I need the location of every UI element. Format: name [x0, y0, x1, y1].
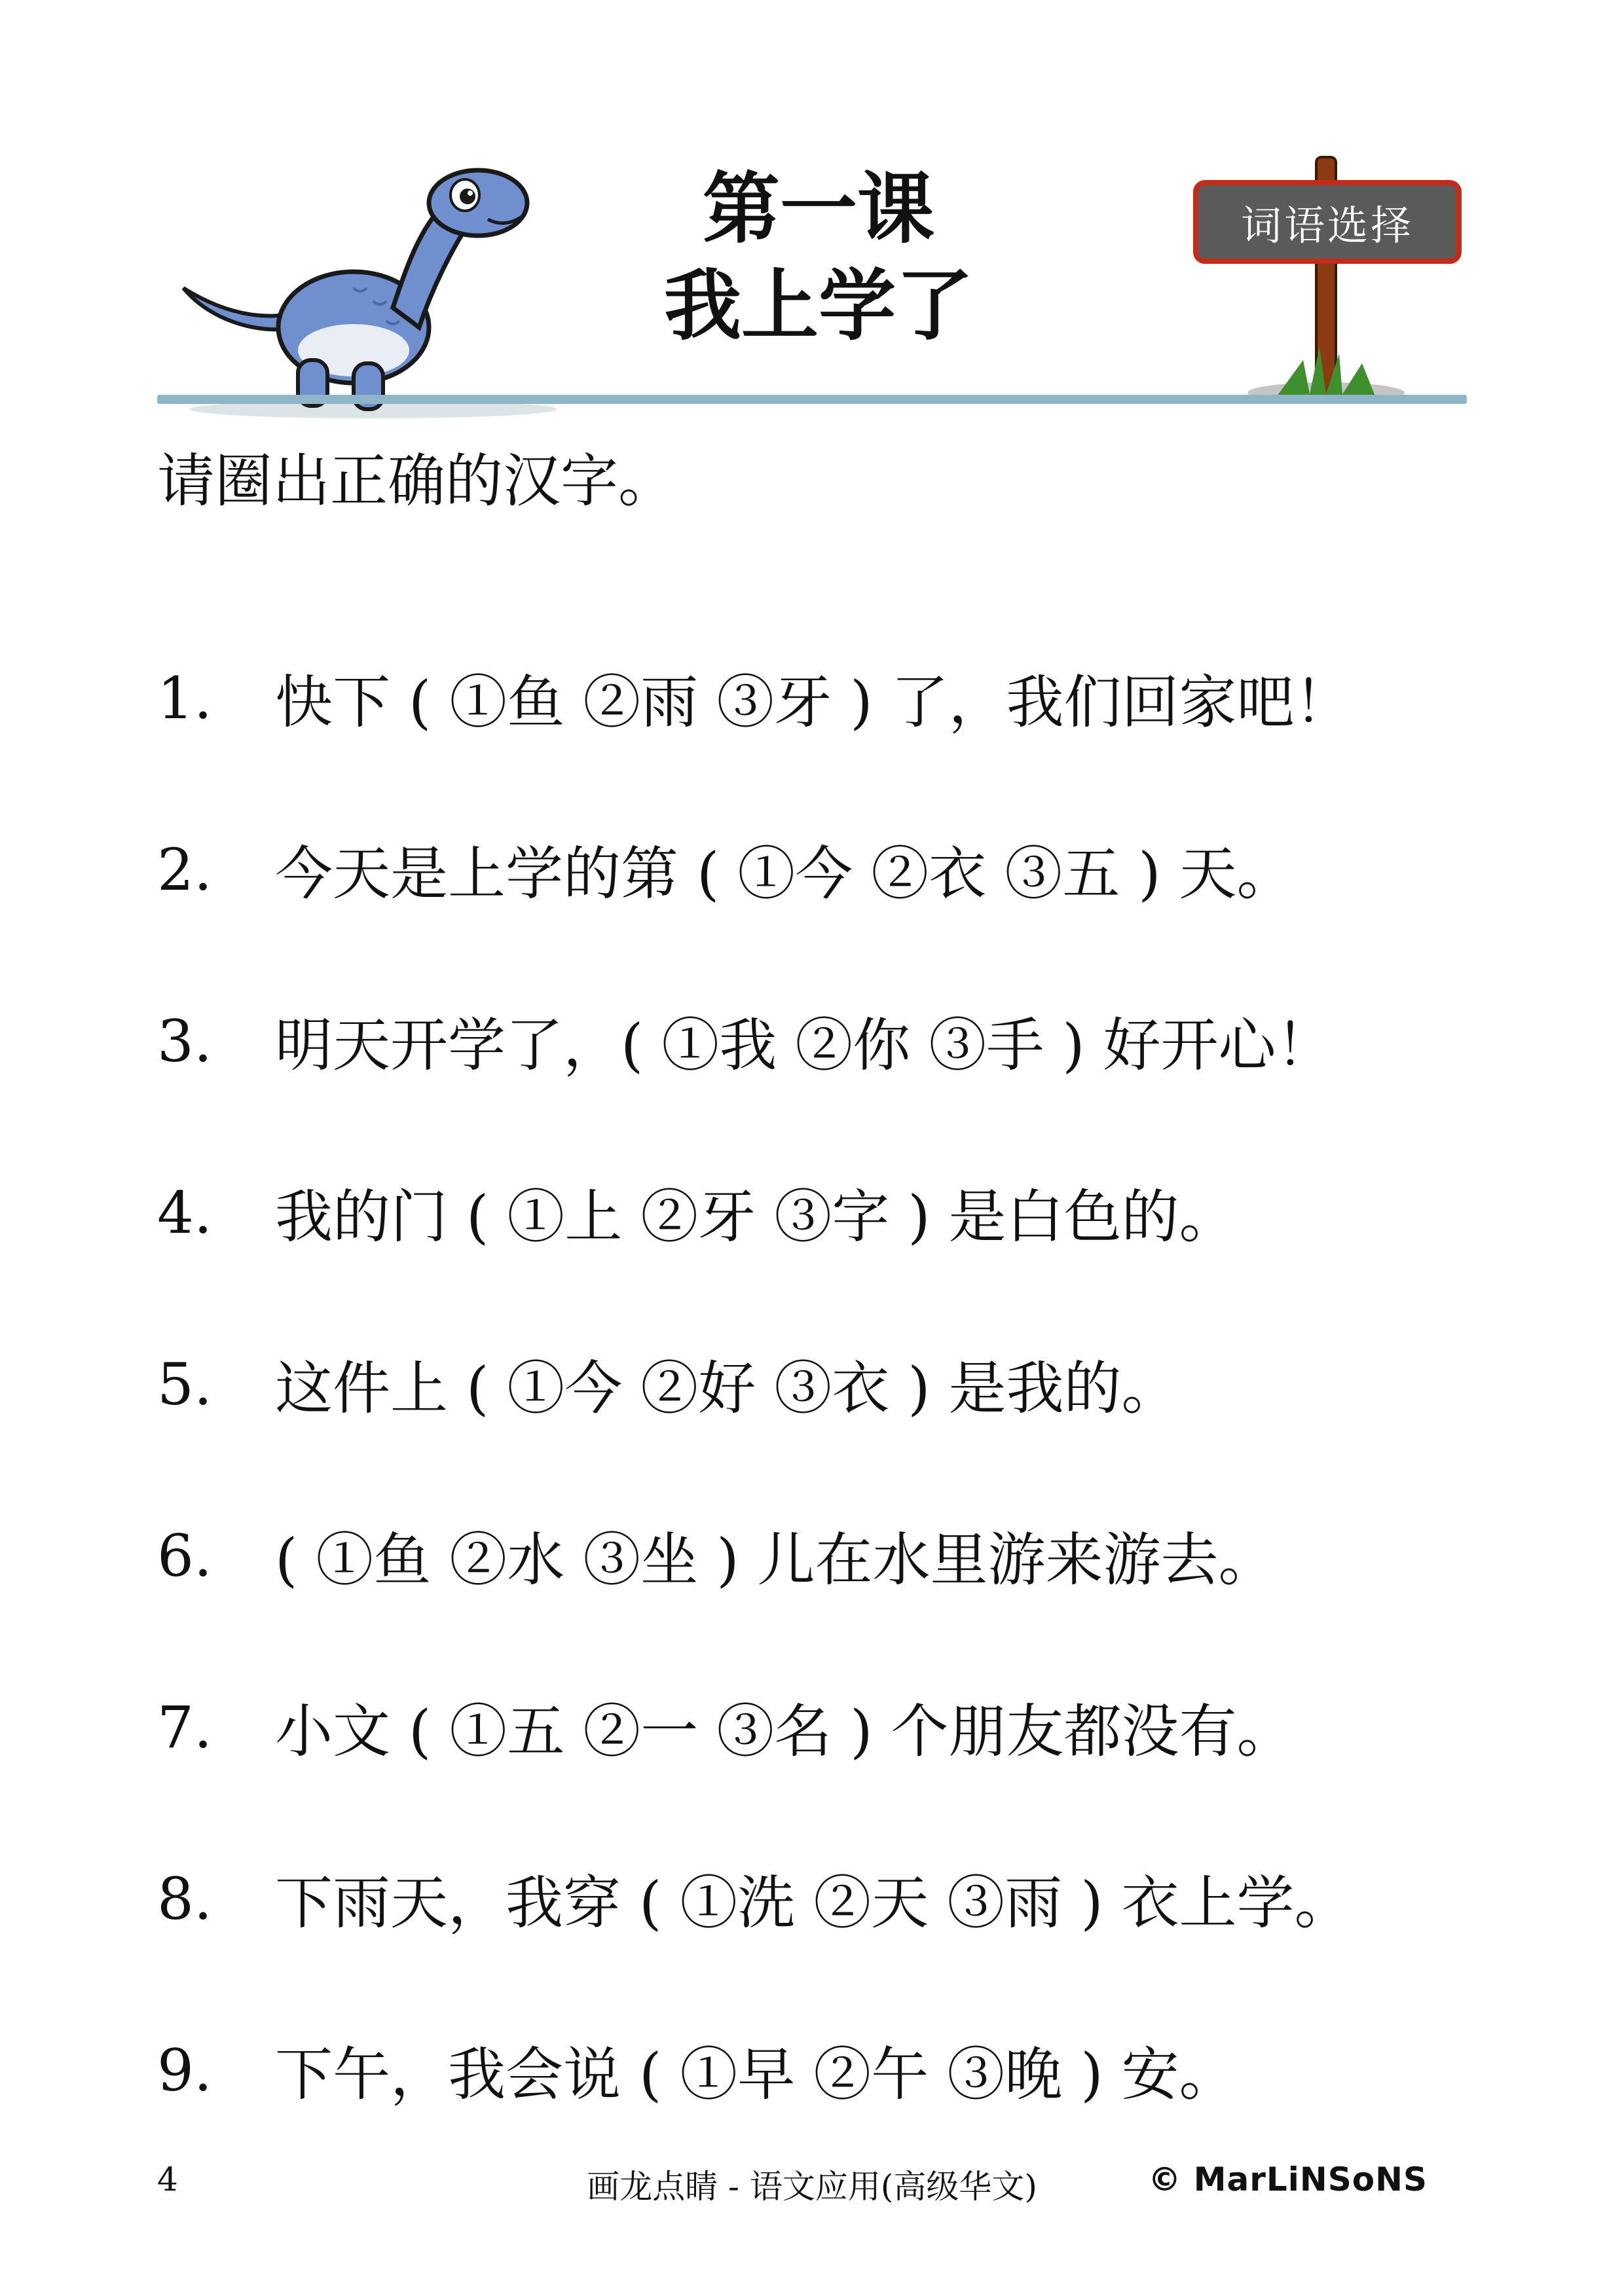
header-divider — [157, 395, 1467, 404]
question-item — [157, 784, 1500, 955]
question-number: 5. — [157, 1350, 212, 1418]
question-text: ( ①鱼 ②水 ③坐 ) 儿在水里游来游去。 — [275, 1526, 1276, 1594]
question-text: 明天开学了，( ①我 ②你 ③手 ) 好开心！ — [275, 1011, 1334, 1079]
question-number: 8. — [157, 1865, 212, 1933]
question-item — [157, 1298, 1500, 1470]
brand-logo: © MarLiNSoNS — [1148, 2160, 1428, 2198]
question-item — [157, 1470, 1500, 1641]
question-number: 6. — [157, 1522, 212, 1590]
question-text: 我的门 ( ①上 ②牙 ③字 ) 是白色的。 — [275, 1183, 1237, 1250]
question-item — [157, 1641, 1500, 1813]
question-item — [157, 1127, 1500, 1298]
question-item — [157, 955, 1500, 1127]
question-text: 这件上 ( ①今 ②好 ③衣 ) 是我的。 — [275, 1355, 1179, 1422]
question-number: 2. — [157, 835, 212, 903]
question-number: 9. — [157, 2036, 212, 2104]
page-number: 4 — [157, 2160, 178, 2198]
lesson-title — [589, 160, 1048, 354]
question-text: 小文 ( ①五 ②一 ③名 ) 个朋友都没有。 — [275, 1698, 1295, 1765]
question-text: 今天是上学的第 ( ①今 ②衣 ③五 ) 天。 — [275, 840, 1295, 907]
question-item — [157, 612, 1500, 784]
page-footer — [0, 2160, 1624, 2213]
lesson-number: 第一课 — [702, 164, 934, 254]
lesson-name: 我上学了 — [663, 261, 973, 351]
signpost-icon — [1179, 151, 1480, 412]
sign-label: 词语选择 — [1240, 201, 1414, 249]
question-text: 下午，我会说 ( ①早 ②午 ③晚 ) 安。 — [275, 2041, 1237, 2108]
question-number: 1. — [157, 664, 212, 732]
question-number: 7. — [157, 1693, 212, 1761]
question-item — [157, 1813, 1500, 1984]
question-number: 3. — [157, 1007, 212, 1075]
question-text: 快下 ( ①鱼 ②雨 ③牙 ) 了，我们回家吧！ — [275, 668, 1352, 736]
question-list — [157, 612, 1500, 2156]
question-number: 4. — [157, 1178, 212, 1247]
sign-board — [1193, 180, 1462, 264]
question-text: 下雨天，我穿 ( ①洗 ②天 ③雨 ) 衣上学。 — [275, 1869, 1352, 1937]
dinosaur-icon — [157, 157, 589, 419]
instruction-text: 请圈出正确的汉字。 — [157, 447, 676, 515]
question-item — [157, 1984, 1500, 2156]
worksheet-header — [0, 0, 1624, 419]
book-title: 画龙点睛 - 语文应用(高级华文) — [587, 2168, 1037, 2206]
